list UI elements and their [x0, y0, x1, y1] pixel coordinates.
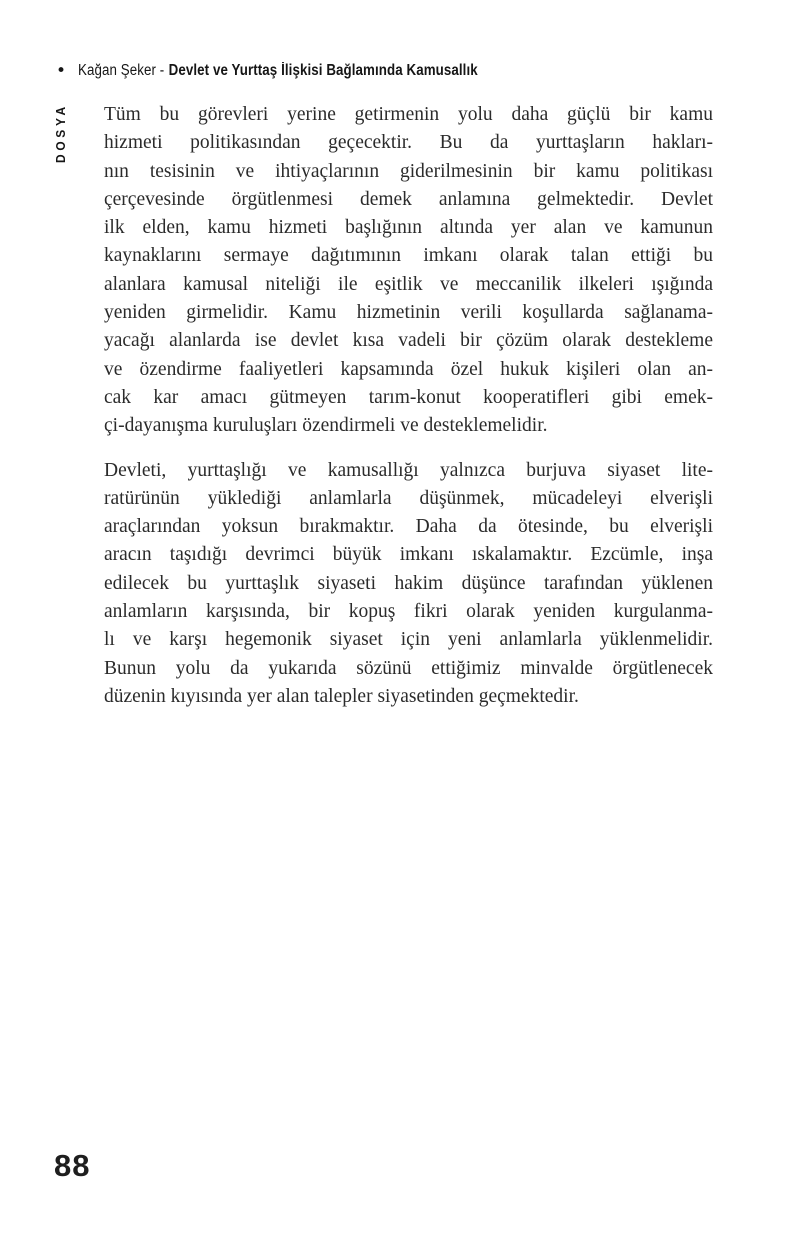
text-line: ratürünün yüklediği anlamlarla düşünmek, mücadeleyi elverişli: [104, 487, 713, 509]
paragraph: [104, 457, 713, 712]
text-line: araçlarından yoksun bırakmaktır. Daha da ötesinde, bu elverişli: [104, 516, 713, 538]
text-line: alanlara kamusal niteliği ile eşitlik ve meccanilik ilkeleri ışığında: [104, 273, 713, 295]
text-line: lı ve karşı hegemonik siyaset için yeni anlamlarla yüklenmelidir.: [104, 629, 713, 651]
text-line: ilk elden, kamu hizmeti başlığının altında yer alan ve kamunun: [104, 217, 713, 239]
text-line: Devleti, yurttaşlığı ve kamusallığı yalnızca burjuva siyaset lite-: [104, 459, 713, 481]
text-line: çerçevesinde örgütlenmesi demek anlamına gelmektedir. Devlet: [104, 188, 713, 210]
text-line: çi-dayanışma kuruluşları özendirmeli ve desteklemelidir.: [104, 415, 548, 437]
text-line: edilecek bu yurttaşlık siyaseti hakim düşünce tarafından yüklenen: [104, 572, 713, 594]
page-number: 88: [54, 1148, 91, 1183]
text-line: cak kar amacı gütmeyen tarım-konut kooperatifleri gibi emek-: [104, 386, 713, 408]
text-line: yeniden girmelidir. Kamu hizmetinin verili koşullarda sağlanama-: [104, 302, 713, 324]
text-line: Bunun yolu da yukarıda sözünü ettiğimiz minvalde örgütlenecek: [104, 657, 713, 679]
text-line: aracın taşıdığı devrimci büyük imkanı ıskalamaktır. Ezcümle, inşa: [104, 544, 713, 566]
text-line: anlamların karşısında, bir kopuş fikri olarak yeniden kurgulanma-: [104, 601, 713, 623]
body-text: [104, 101, 713, 727]
text-line: nın tesisinin ve ihtiyaçlarının giderilmesinin bir kamu politikası: [104, 160, 713, 182]
bullet-icon: •: [56, 61, 67, 81]
author-name: Kağan Şeker -: [78, 62, 165, 79]
text-line: düzenin kıyısında yer alan talepler siyasetinden geçmektedir.: [104, 685, 579, 707]
text-line: Tüm bu görevleri yerine getirmenin yolu daha güçlü bir kamu: [104, 104, 713, 125]
section-label-dosya: DOSYA: [53, 103, 68, 163]
text-line: yacağı alanlarda ise devlet kısa vadeli bir çözüm olarak destekleme: [104, 330, 713, 352]
text-line: ve özendirme faaliyetleri kapsamında özel hukuk kişileri olan an-: [104, 358, 713, 380]
text-line: hizmeti politikasından geçecektir. Bu da yurttaşların hakları-: [104, 132, 713, 154]
paragraph: [104, 101, 713, 441]
header-text: [78, 62, 478, 80]
page-header: [56, 62, 543, 80]
article-title: Devlet ve Yurttaş İlişkisi Bağlamında Kamusallık: [168, 62, 478, 79]
text-line: kaynaklarını sermaye dağıtımının imkanı olarak talan ettiği bu: [104, 245, 713, 267]
